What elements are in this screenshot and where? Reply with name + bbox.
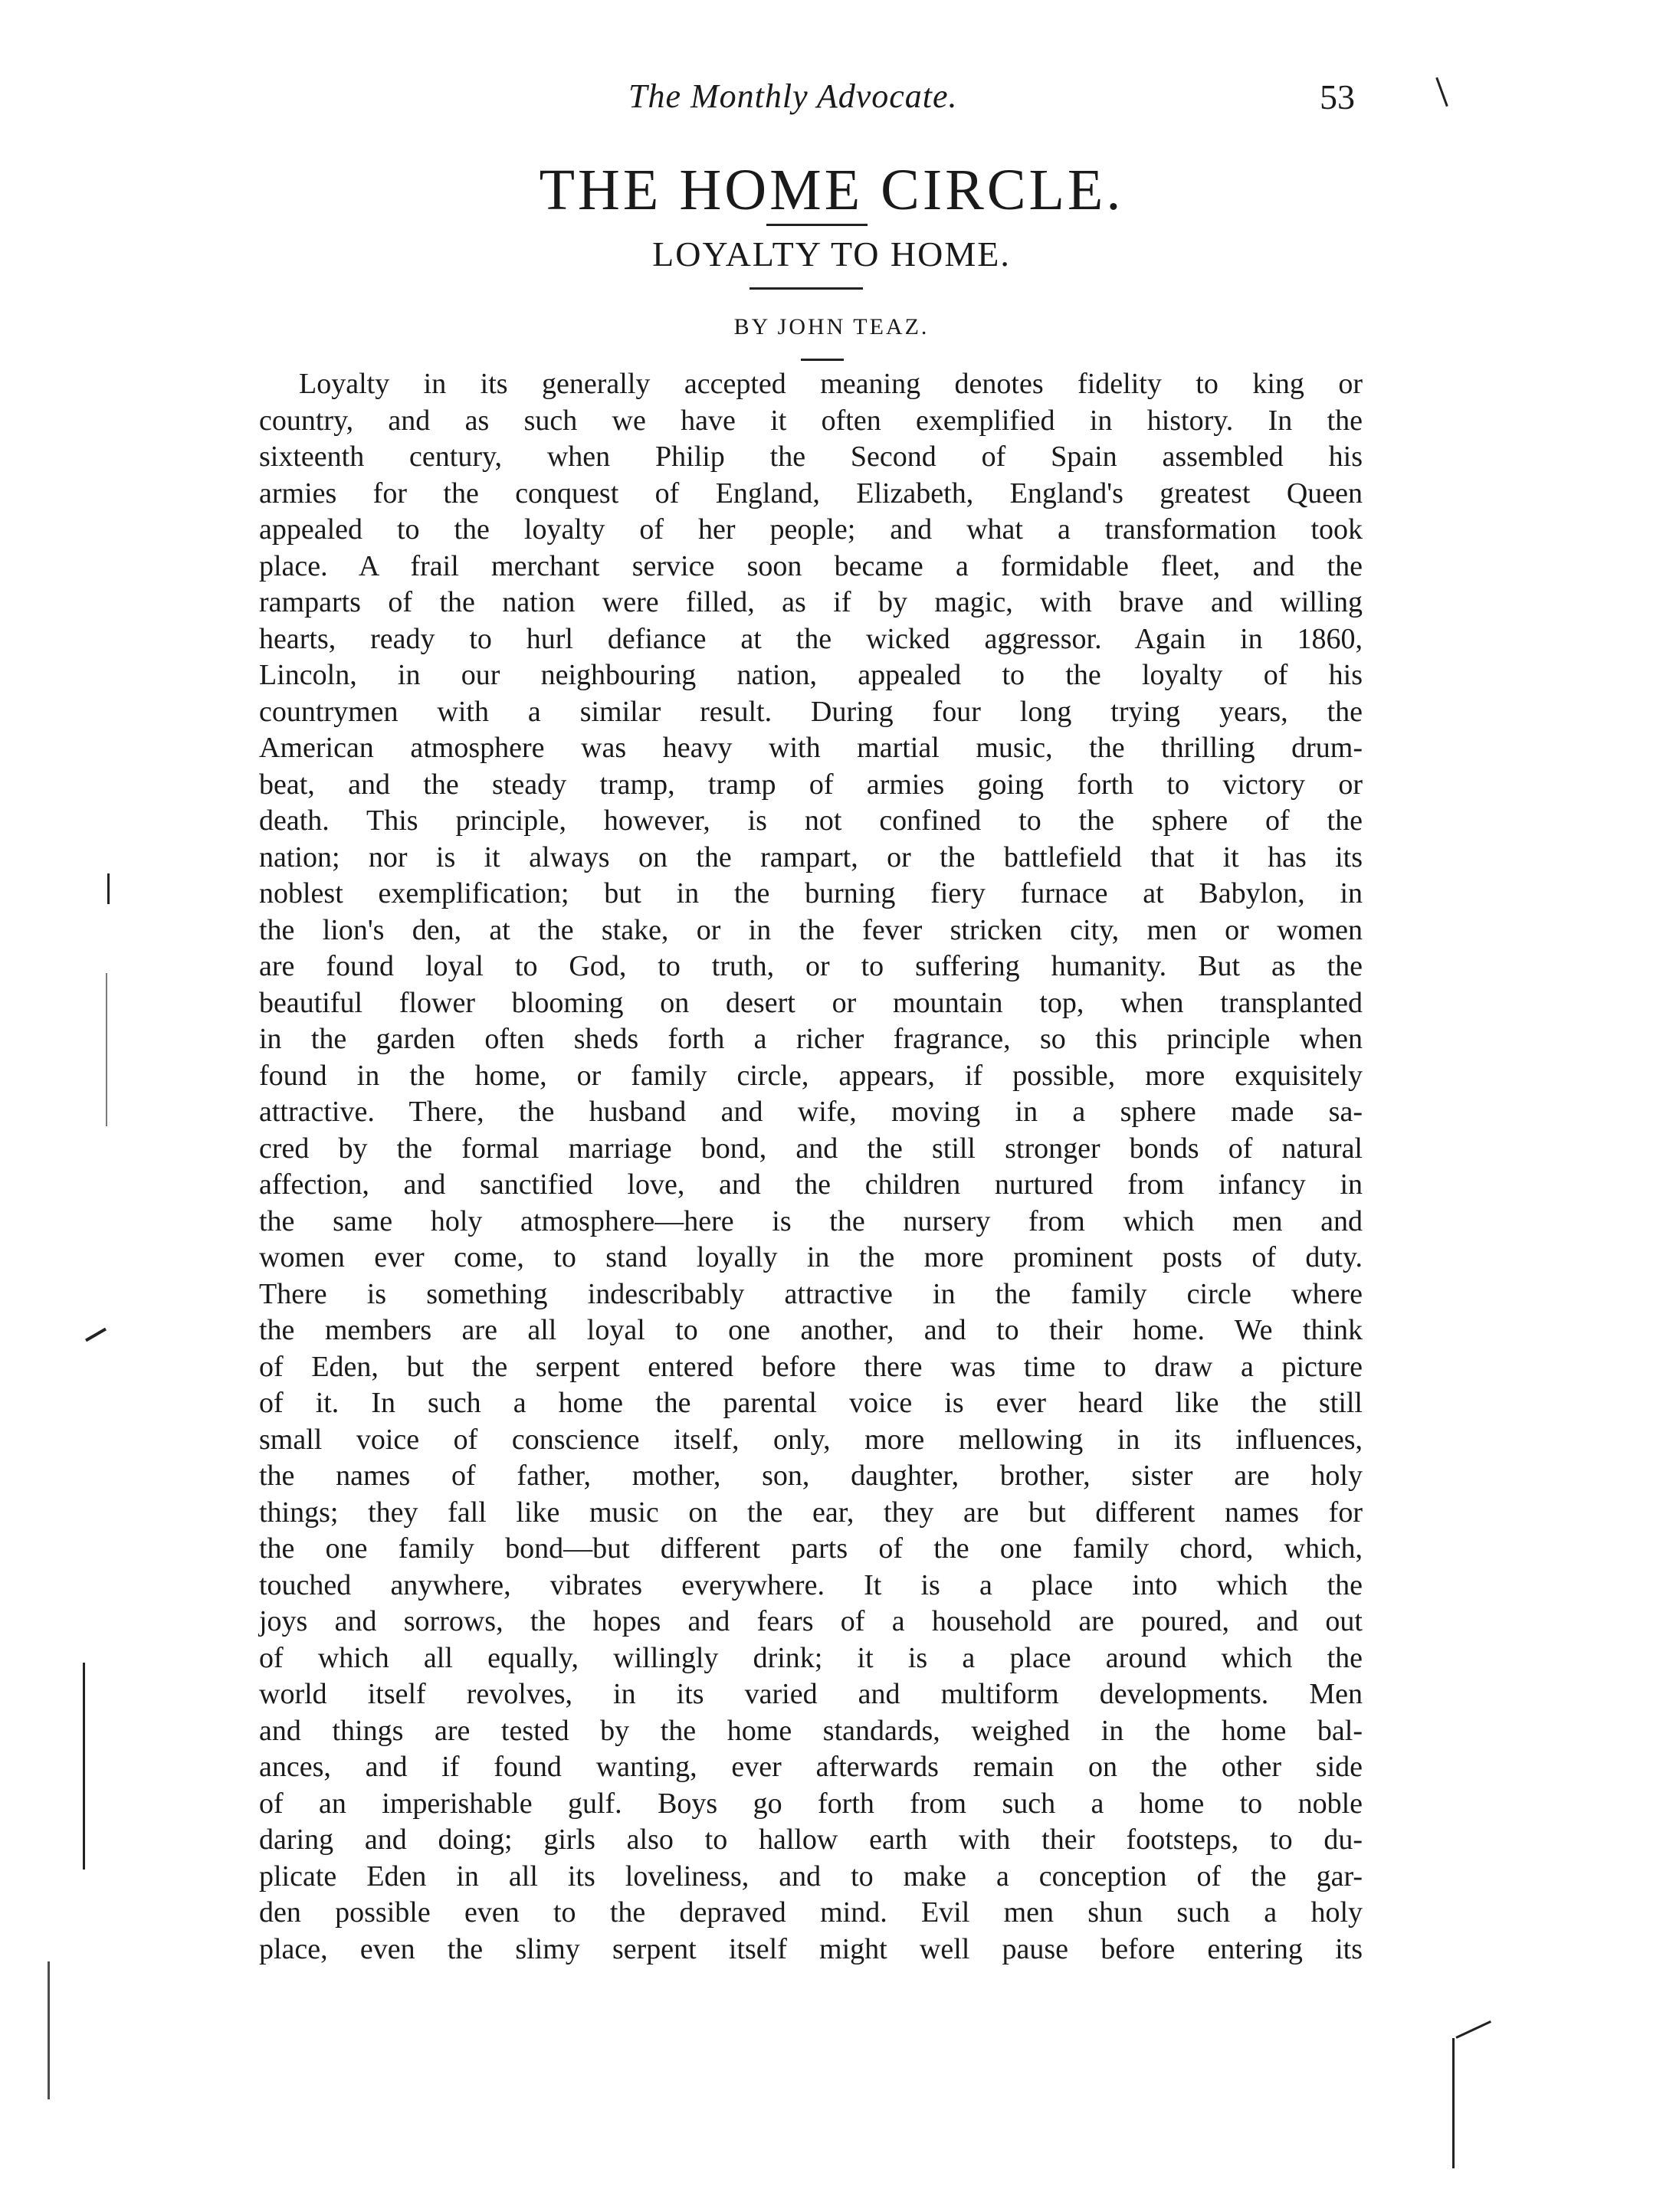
scan-mark: [1455, 2020, 1491, 2039]
text-line: are found loyal to God, to truth, or to suffering humanity. But as the: [259, 950, 1363, 982]
text-line: place, even the slimy serpent itself might well pause before entering its: [259, 1932, 1363, 1965]
text-line: affection, and sanctified love, and the children nurtured from infancy in: [259, 1168, 1363, 1201]
text-line: things; they fall like music on the ear, they are but different names for: [259, 1496, 1363, 1529]
text-line: in the garden often sheds forth a richer fragrance, so this principle when: [259, 1023, 1363, 1055]
text-line: the one family bond—but different parts of the one family chord, which,: [259, 1532, 1363, 1565]
text-line: ramparts of the nation were filled, as if by magic, with brave and willing: [259, 586, 1363, 618]
section-title: THE HOME CIRCLE.: [539, 158, 1124, 222]
text-line: and things are tested by the home standards, weighed in the home bal-: [259, 1714, 1363, 1747]
text-line: country, and as such we have it often exemplified in history. In the: [259, 404, 1363, 437]
text-line: cred by the formal marriage bond, and the still stronger bonds of natural: [259, 1132, 1363, 1165]
scan-mark: [107, 873, 110, 904]
text-line: Lincoln, in our neighbouring nation, appealed to the loyalty of his: [259, 659, 1363, 691]
scan-mark: [106, 973, 107, 1126]
journal-title: The Monthly Advocate.: [628, 77, 958, 115]
title-rule: [766, 224, 868, 226]
text-line: plicate Eden in all its loveliness, and to make a conception of the gar-: [259, 1860, 1363, 1892]
text-line: appealed to the loyalty of her people; and what a transformation took: [259, 513, 1363, 546]
text-line: beautiful flower blooming on desert or mountain top, when transplanted: [259, 986, 1363, 1019]
text-line: of it. In such a home the parental voice is ever heard like the still: [259, 1387, 1363, 1419]
text-line: death. This principle, however, is not confined to the sphere of the: [259, 805, 1363, 837]
text-line: the lion's den, at the stake, or in the fever stricken city, men or women: [259, 913, 1363, 946]
article-body: [259, 366, 1363, 1968]
scan-mark: [1452, 2038, 1455, 2168]
text-line: American atmosphere was heavy with martial music, the thrilling drum-: [259, 732, 1363, 764]
running-head: [0, 77, 1663, 130]
page-number: 53: [1320, 77, 1355, 116]
text-line: found in the home, or family circle, appears, if possible, more exquisitely: [259, 1059, 1363, 1092]
text-line: countrymen with a similar result. During four long trying years, the: [259, 695, 1363, 728]
text-line: sixteenth century, when Philip the Second of Spain assembled his: [259, 441, 1363, 473]
byline-rule: [801, 359, 844, 361]
text-line: small voice of conscience itself, only, more mellowing in its influences,: [259, 1423, 1363, 1456]
byline: BY JOHN TEAZ.: [733, 314, 930, 339]
text-line: the same holy atmosphere—here is the nursery from which men and: [259, 1204, 1363, 1237]
text-line: attractive. There, the husband and wife, moving in a sphere made sa-: [259, 1096, 1363, 1128]
scan-mark: [48, 1961, 50, 2099]
scan-mark: [85, 1328, 107, 1342]
text-line: Loyalty in its generally accepted meaning denotes fidelity to king or: [299, 368, 1363, 400]
text-line: hearts, ready to hurl defiance at the wicked aggressor. Again in 1860,: [259, 622, 1363, 655]
text-line: There is something indescribably attractive in the family circle where: [259, 1277, 1363, 1310]
text-line: daring and doing; girls also to hallow earth with their footsteps, to du-: [259, 1824, 1363, 1856]
text-line: women ever come, to stand loyally in the more prominent posts of duty.: [259, 1241, 1363, 1273]
text-line: of which all equally, willingly drink; it is a place around which the: [259, 1641, 1363, 1674]
text-line: of Eden, but the serpent entered before there was time to draw a picture: [259, 1350, 1363, 1383]
text-line: touched anywhere, vibrates everywhere. It is a place into which the: [259, 1568, 1363, 1601]
text-line: place. A frail merchant service soon became a formidable fleet, and the: [259, 549, 1363, 582]
text-line: armies for the conquest of England, Elizabeth, England's greatest Queen: [259, 477, 1363, 510]
text-line: the names of father, mother, son, daughter, brother, sister are holy: [259, 1460, 1363, 1492]
title-rule: [749, 287, 863, 290]
text-line: of an imperishable gulf. Boys go forth from such a home to noble: [259, 1787, 1363, 1820]
text-line: beat, and the steady tramp, tramp of armies going forth to victory or: [259, 768, 1363, 801]
text-line: the members are all loyal to one another, and to their home. We think: [259, 1314, 1363, 1346]
scan-mark: [83, 1663, 85, 1870]
text-line: nation; nor is it always on the rampart, or the battlefield that it has its: [259, 841, 1363, 873]
article-title: LOYALTY TO HOME.: [652, 234, 1011, 274]
text-line: ances, and if found wanting, ever afterwards remain on the other side: [259, 1751, 1363, 1783]
text-line: world itself revolves, in its varied and multiform developments. Men: [259, 1678, 1363, 1710]
text-line: joys and sorrows, the hopes and fears of a household are poured, and out: [259, 1605, 1363, 1637]
text-line: noblest exemplification; but in the burning fiery furnace at Babylon, in: [259, 877, 1363, 909]
text-line: den possible even to the depraved mind. Evil men shun such a holy: [259, 1896, 1363, 1929]
